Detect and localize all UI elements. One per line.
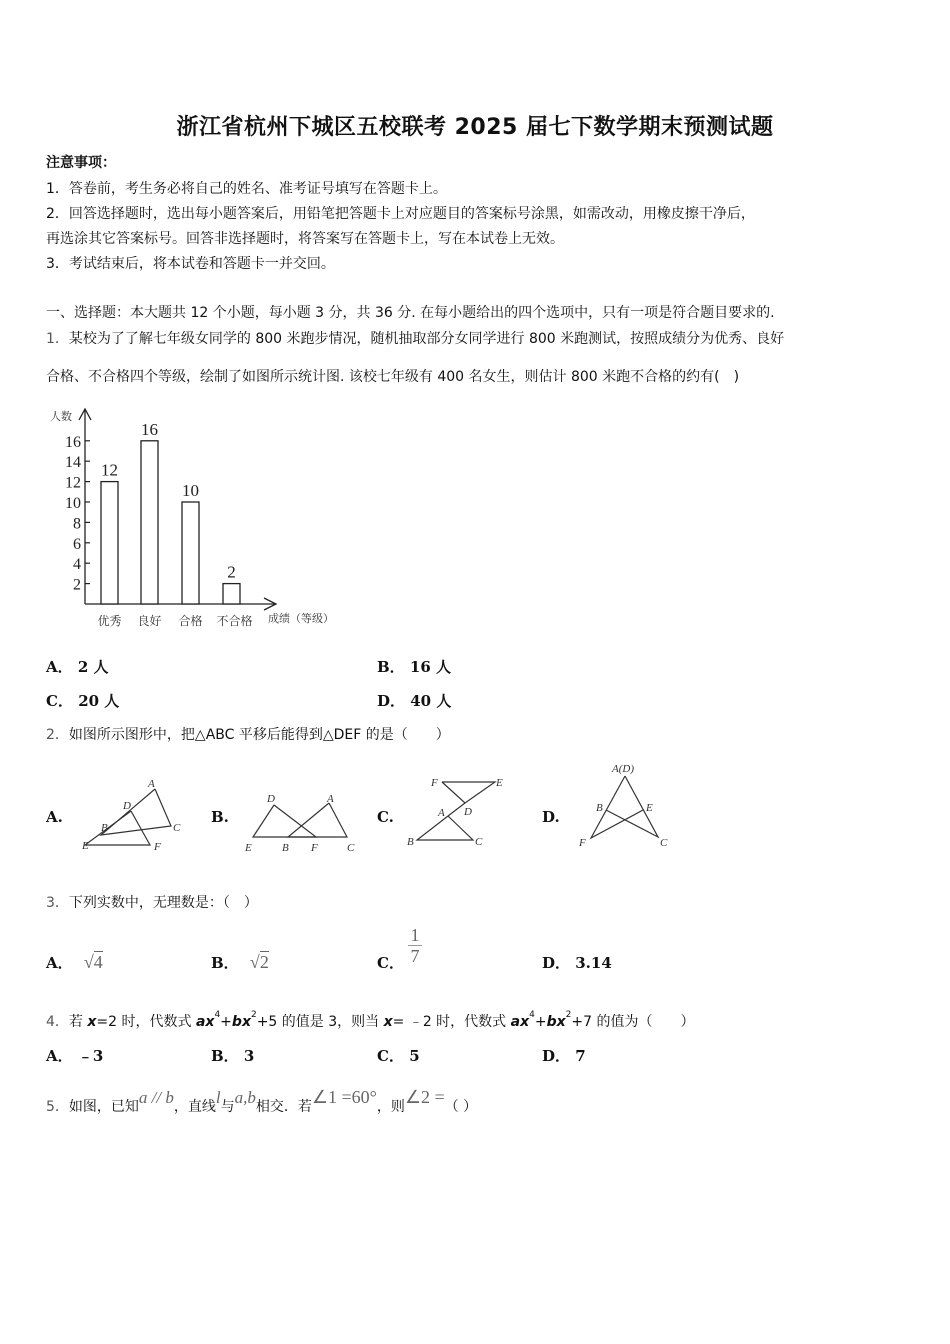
y-tick-label: 2 <box>73 576 81 594</box>
bar <box>182 502 199 604</box>
x-category-label: 合格 <box>178 614 203 628</box>
y-tick-label: 10 <box>65 495 81 512</box>
q2-figure-b[interactable] <box>230 785 370 855</box>
question-3: 3．下列实数中，无理数是：（ ） <box>46 895 258 911</box>
svg-text:A: A <box>438 807 445 819</box>
y-tick-label: 14 <box>65 454 81 472</box>
q1-option-c[interactable]: C． 20 人 <box>46 692 120 710</box>
x-category-label: 良好 <box>137 614 162 628</box>
svg-text:E: E <box>82 840 89 852</box>
q1-option-a[interactable]: A． 2 人 <box>46 658 109 676</box>
x-category-label: 优秀 <box>97 614 122 628</box>
svg-text:C: C <box>660 837 668 849</box>
q2-option-a-label[interactable]: A. <box>46 808 63 826</box>
question-1-line1 <box>46 328 784 348</box>
svg-text:E: E <box>646 802 653 814</box>
q1-option-d[interactable]: D． 40 人 <box>377 692 452 710</box>
q3-option-c[interactable]: C． <box>377 954 404 972</box>
question-4: 4．若 x=2 时，代数式 $ax^4+bx^2+5$ 的值是 3，则当 x= ﹣2 时，代数式 $ax^4+bx^2+7$ 的值为（ ） <box>46 1010 695 1030</box>
question-5: 5．如图，已知a // b，直线l与a,b相交．若∠1 =60°，则∠2 =（ ） <box>46 1087 478 1115</box>
svg-text:D: D <box>123 800 131 812</box>
y-tick-label: 12 <box>65 474 81 492</box>
q2-option-b-label[interactable]: B. <box>211 808 229 826</box>
sqrt-icon: √2 <box>249 952 269 972</box>
y-axis-label: 人数 <box>50 411 72 423</box>
notice-item-2-cont: 再选涂其它答案标号。回答非选择题时，将答案写在答题卡上，写在本试卷上无效。 <box>46 231 564 247</box>
y-tick-label: 8 <box>73 515 81 533</box>
notice-item-1: 1．答卷前，考生务必将自己的姓名、准考证号填写在答题卡上。 <box>46 181 447 197</box>
q2-figure-d[interactable] <box>570 755 680 855</box>
svg-text:B: B <box>407 836 414 848</box>
bar-chart <box>40 400 360 640</box>
notice-item-3: 3．考试结束后，将本试卷和答题卡一并交回。 <box>46 256 335 272</box>
notice-item-2: 2．回答选择题时，选出每小题答案后，用铅笔把答题卡上对应题目的答案标号涂黑，如需改动，用橡皮擦干净后， <box>46 206 755 222</box>
y-tick-label: 16 <box>65 433 81 451</box>
q2-figure-a[interactable] <box>70 770 190 860</box>
page-title: 浙江省杭州下城区五校联考 2025 届七下数学期末预测试题 <box>176 115 774 140</box>
svg-text:E: E <box>245 842 252 854</box>
svg-text:C: C <box>173 822 181 834</box>
q4-option-b[interactable]: B． 3 <box>211 1047 255 1065</box>
q3-option-d[interactable]: D． 3.14 <box>542 954 612 972</box>
svg-text:C: C <box>347 842 355 854</box>
y-tick-label: 6 <box>73 535 81 553</box>
svg-text:D: D <box>464 806 472 818</box>
svg-text:E: E <box>496 777 503 789</box>
q3-option-b[interactable]: B． √2 <box>211 952 269 972</box>
y-tick-label: 4 <box>73 556 81 574</box>
q2-option-d-label[interactable]: D. <box>542 808 560 826</box>
q3-option-a[interactable]: A． √4 <box>46 952 103 972</box>
q2-option-c-label[interactable]: C. <box>377 808 394 826</box>
bar-value-label: 12 <box>101 460 118 480</box>
fraction: 1 7 <box>408 925 422 966</box>
bar-value-label: 16 <box>141 419 158 439</box>
svg-text:A: A <box>148 778 155 790</box>
x-category-label: 不合格 <box>216 614 253 628</box>
question-2: 2．如图所示图形中，把△ABC 平移后能得到△DEF 的是（ ） <box>46 727 450 743</box>
svg-text:F: F <box>311 842 318 854</box>
q2-figure-c[interactable] <box>400 770 520 855</box>
svg-text:F: F <box>154 841 161 853</box>
notice-heading: 注意事项： <box>46 155 116 171</box>
x-axis-label: 成绩（等级） <box>268 613 334 625</box>
svg-text:A: A <box>327 793 334 805</box>
bar <box>223 584 240 604</box>
svg-text:D: D <box>267 793 275 805</box>
svg-text:A(D): A(D) <box>612 763 634 775</box>
bar-value-label: 10 <box>182 481 199 500</box>
section-heading: 一、选择题：本大题共 12 个小题，每小题 3 分，共 36 分. 在每小题给出的四个选项中，只有一项是符合题目要求的. <box>46 305 775 321</box>
question-number: 1． <box>46 331 69 347</box>
svg-text:C: C <box>475 836 483 848</box>
bar <box>141 441 158 604</box>
svg-text:B: B <box>101 822 108 834</box>
q4-option-d[interactable]: D． 7 <box>542 1047 586 1065</box>
question-text: 某校为了了解七年级女同学的 800 米跑步情况，随机抽取部分女同学进行 800 米跑测试，按照成绩分为优秀、良好 <box>68 331 785 347</box>
svg-text:F: F <box>579 837 586 849</box>
q4-option-a[interactable]: A． ﹣3 <box>46 1047 104 1065</box>
q4-option-c[interactable]: C． 5 <box>377 1047 420 1065</box>
svg-text:F: F <box>431 777 438 789</box>
svg-text:B: B <box>596 802 603 814</box>
question-1-line2: 合格、不合格四个等级，绘制了如图所示统计图. 该校七年级有 400 名女生，则估计 800 米跑不合格的约有( ) <box>46 369 740 385</box>
svg-text:B: B <box>282 842 289 854</box>
q1-option-b[interactable]: B． 16 人 <box>377 658 452 676</box>
sqrt-icon: √4 <box>83 952 103 972</box>
bar <box>101 482 118 604</box>
bar-value-label: 2 <box>227 562 236 582</box>
